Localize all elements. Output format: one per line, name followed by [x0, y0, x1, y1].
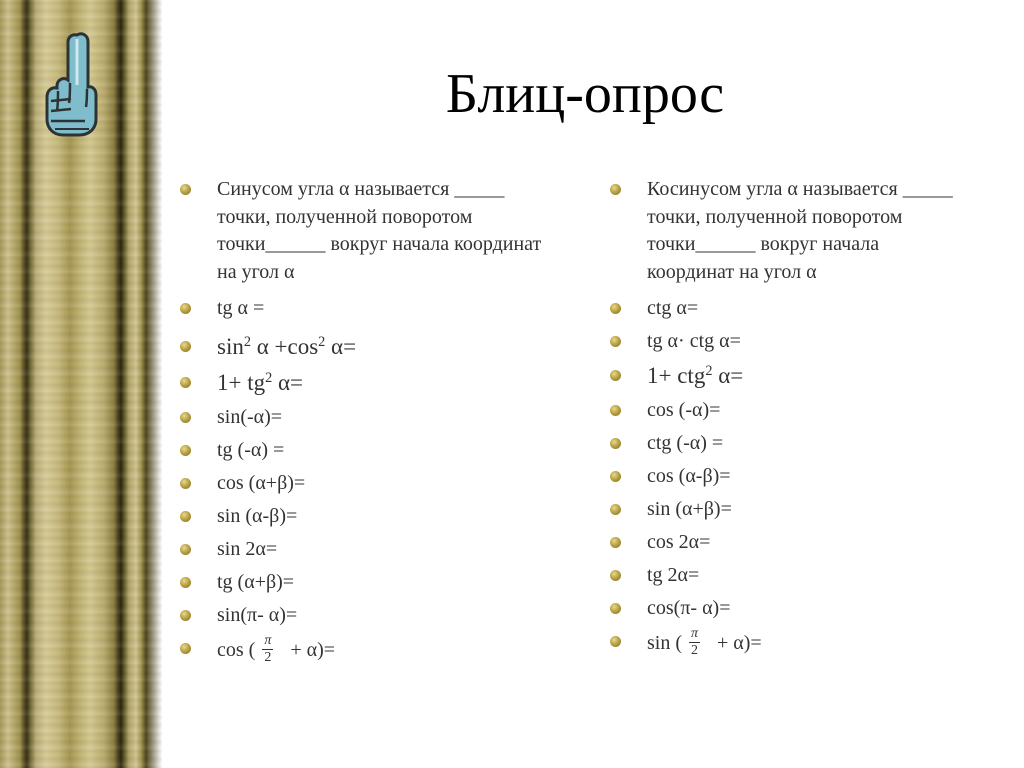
- list-item: [610, 496, 970, 524]
- text-segment: cos (: [217, 638, 261, 661]
- text-segment: α=: [325, 333, 357, 359]
- list-item: [180, 503, 552, 531]
- bullet-dot-icon: [610, 537, 621, 548]
- bullet-dot-icon: [180, 377, 191, 388]
- left-bullet-list: [180, 176, 552, 668]
- item-text: [647, 397, 970, 425]
- slide-title: Блиц-опрос: [445, 63, 725, 125]
- text-segment: sin(-α)=: [217, 405, 283, 428]
- item-text: [647, 463, 970, 491]
- item-text: [647, 328, 970, 356]
- text-segment: tg α· ctg α=: [647, 330, 741, 352]
- superscript: 2: [243, 333, 251, 350]
- list-item: [610, 529, 970, 557]
- list-item: [180, 470, 552, 498]
- superscript: 2: [318, 333, 326, 350]
- item-text: [647, 430, 970, 458]
- text-segment: ctg (-α) =: [647, 431, 724, 454]
- bullet-dot-icon: [180, 577, 191, 588]
- bullet-dot-icon: [180, 303, 191, 314]
- fraction: [262, 633, 273, 666]
- bullet-dot-icon: [180, 610, 191, 621]
- pointing-hand-icon: [41, 29, 103, 141]
- list-item: [180, 404, 552, 432]
- list-item: [610, 430, 970, 458]
- text-segment: + α)=: [285, 638, 336, 661]
- fraction-denominator: 2: [691, 642, 698, 658]
- text-segment: sin (α-β)=: [217, 504, 298, 527]
- item-text: [217, 368, 552, 398]
- item-text: [647, 176, 970, 286]
- text-segment: sin(π- α)=: [217, 603, 298, 626]
- bullet-dot-icon: [180, 511, 191, 522]
- list-item: [180, 536, 552, 564]
- text-segment: α +cos: [250, 333, 319, 359]
- text-segment: sin (: [647, 631, 687, 654]
- list-item: [610, 295, 970, 323]
- list-item: [610, 562, 970, 590]
- item-text: [217, 470, 552, 498]
- item-text: [217, 404, 552, 432]
- text-segment: tg (α+β)=: [217, 570, 295, 593]
- superscript: 2: [705, 363, 713, 380]
- text-segment: tg α =: [217, 297, 265, 319]
- bullet-dot-icon: [610, 405, 621, 416]
- list-item: [180, 295, 552, 323]
- fraction: [689, 626, 700, 659]
- list-item: [180, 332, 552, 362]
- item-text: [217, 503, 552, 531]
- superscript: 2: [265, 369, 273, 386]
- item-text: [217, 437, 552, 465]
- list-item: [610, 328, 970, 356]
- item-text: [217, 295, 552, 323]
- list-item: [610, 463, 970, 491]
- bullet-dot-icon: [180, 412, 191, 423]
- list-item: [610, 361, 970, 391]
- text-segment: + α)=: [712, 631, 762, 654]
- item-text: [217, 176, 552, 286]
- list-item: [180, 368, 552, 398]
- item-text: [647, 361, 970, 391]
- bullet-dot-icon: [610, 184, 621, 195]
- text-segment: 1+ tg: [217, 369, 266, 395]
- text-segment: 1+ ctg: [647, 363, 706, 388]
- item-text: [647, 562, 970, 590]
- text-segment: cos 2α=: [647, 530, 711, 553]
- text-segment: α=: [712, 363, 744, 388]
- text-segment: sin: [217, 333, 244, 359]
- bullet-dot-icon: [610, 438, 621, 449]
- item-text: [217, 602, 552, 630]
- list-item: [610, 595, 970, 623]
- text-segment: cos (-α)=: [647, 398, 721, 421]
- text-segment: cos (α-β)=: [647, 464, 731, 487]
- bullet-dot-icon: [610, 336, 621, 347]
- bullet-dot-icon: [610, 603, 621, 614]
- list-item: [180, 437, 552, 465]
- bullet-dot-icon: [610, 471, 621, 482]
- item-text: [217, 632, 552, 668]
- item-text: [217, 536, 552, 564]
- text-segment: sin (α+β)=: [647, 497, 732, 520]
- text-segment: tg 2α=: [647, 563, 700, 586]
- text-segment: cos(π- α)=: [647, 596, 731, 619]
- text-segment: α=: [272, 369, 304, 395]
- text-segment: sin 2α=: [217, 537, 278, 560]
- list-item: [180, 569, 552, 597]
- bullet-dot-icon: [180, 445, 191, 456]
- text-segment: Синусом угла α называется _____ точки, полученной поворотом точки______ вокруг начала координат на угол α: [217, 178, 542, 283]
- bullet-dot-icon: [180, 643, 191, 654]
- bullet-dot-icon: [180, 184, 191, 195]
- bullet-dot-icon: [610, 303, 621, 314]
- text-segment: tg (-α) =: [217, 438, 285, 461]
- fraction-numerator: π: [691, 625, 699, 641]
- item-text: [217, 332, 552, 362]
- right-bullet-list: [610, 176, 970, 661]
- item-text: [647, 529, 970, 557]
- list-item: [610, 176, 970, 286]
- item-text: [647, 625, 970, 661]
- bullet-dot-icon: [180, 544, 191, 555]
- list-item: [180, 602, 552, 630]
- item-text: [647, 496, 970, 524]
- list-item: [180, 632, 552, 668]
- item-text: [647, 595, 970, 623]
- item-text: [647, 295, 970, 323]
- bullet-dot-icon: [610, 370, 621, 381]
- text-segment: Косинусом угла α называется _____ точки, полученной поворотом точки______ вокруг начала координат на угол α: [647, 178, 953, 283]
- bullet-dot-icon: [610, 636, 621, 647]
- text-segment: ctg α=: [647, 297, 699, 319]
- list-item: [180, 176, 552, 286]
- text-segment: cos (α+β)=: [217, 471, 306, 494]
- bullet-dot-icon: [610, 570, 621, 581]
- bullet-dot-icon: [180, 478, 191, 489]
- item-text: [217, 569, 552, 597]
- bullet-dot-icon: [610, 504, 621, 515]
- list-item: [610, 625, 970, 661]
- list-item: [610, 397, 970, 425]
- fraction-numerator: π: [264, 632, 272, 648]
- fraction-denominator: 2: [264, 649, 272, 665]
- bullet-dot-icon: [180, 341, 191, 352]
